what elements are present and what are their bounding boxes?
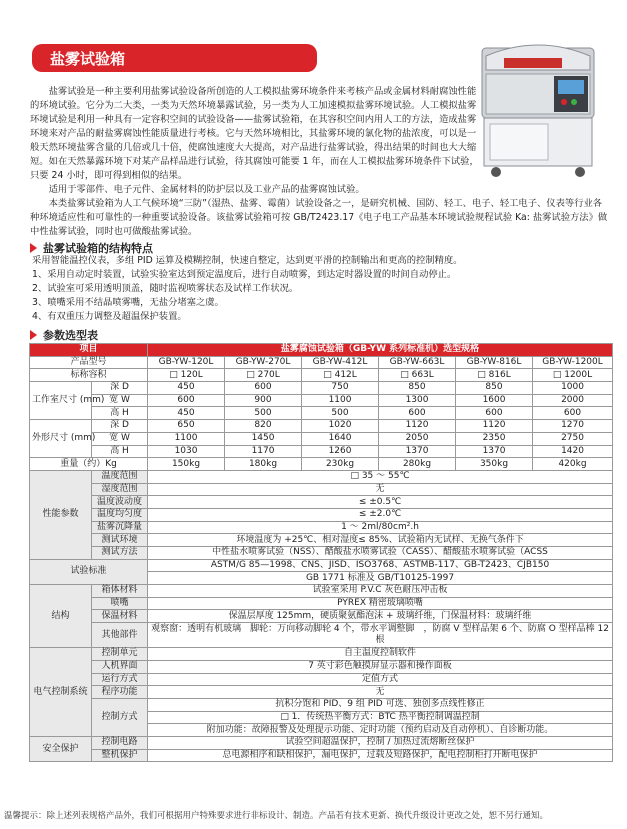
feature-item: 1、采用自动定时装置，试验实验室达到预定温度后，进行自动喷雾，到达定时器设置的时间自动停止。 bbox=[32, 269, 457, 280]
param-value: 无 bbox=[148, 483, 613, 496]
features-list bbox=[32, 254, 612, 324]
param-value: 环境温度为 +25℃、相对湿度≤ 85%、试验箱内无试样、无换气条件下 bbox=[148, 534, 613, 547]
table-row bbox=[30, 394, 613, 407]
page-title-bar bbox=[32, 44, 317, 72]
param-value: □ 35 ～ 55℃ bbox=[148, 470, 613, 483]
param-value: 自主温度控制软件 bbox=[148, 648, 613, 661]
row-label: 外形尺寸 (mm) bbox=[30, 420, 92, 458]
cell: 1030 bbox=[148, 445, 225, 458]
cell: 1640 bbox=[302, 432, 379, 445]
model-cell: GB-YW-663L bbox=[379, 356, 456, 369]
cell: 600 bbox=[456, 407, 533, 420]
cell: 900 bbox=[225, 394, 302, 407]
table-row bbox=[30, 660, 613, 673]
cell: 2050 bbox=[379, 432, 456, 445]
table-row bbox=[30, 432, 613, 445]
header-title: 盐雾腐蚀试验箱（GB-YW 系列标准机）选型规格 bbox=[148, 344, 613, 357]
param-value: PYREX 精密玻璃喷嘴 bbox=[148, 597, 613, 610]
row-label: 结构 bbox=[30, 585, 92, 648]
feature-item: 2、试验室可采用透明顶盖，随时监视喷雾状态及试样工作状况。 bbox=[32, 283, 299, 294]
row-label: 试验标准 bbox=[30, 559, 148, 584]
cell: 1450 bbox=[225, 432, 302, 445]
volume-cell: □ 816L bbox=[456, 369, 533, 382]
cell: 850 bbox=[456, 382, 533, 395]
params-heading bbox=[30, 327, 98, 343]
row-label: 安全保护 bbox=[30, 736, 92, 761]
param-key: 喷嘴 bbox=[92, 597, 148, 610]
param-key: 控制电路 bbox=[92, 736, 148, 749]
dim-label: 深 D bbox=[92, 420, 148, 433]
feature-item: 3、喷嘴采用不结晶喷雾嘴，无盐分堵塞之虞。 bbox=[32, 297, 224, 308]
param-key: 温度范围 bbox=[92, 470, 148, 483]
cell: 2750 bbox=[533, 432, 613, 445]
cell: 600 bbox=[533, 407, 613, 420]
cell: 1020 bbox=[302, 420, 379, 433]
table-row bbox=[30, 736, 613, 749]
cell: 1100 bbox=[302, 394, 379, 407]
cell: 650 bbox=[148, 420, 225, 433]
table-row bbox=[30, 610, 613, 623]
table-row bbox=[30, 698, 613, 711]
table-row bbox=[30, 483, 613, 496]
volume-cell: □ 663L bbox=[379, 369, 456, 382]
triangle-bullet-icon bbox=[30, 243, 37, 253]
intro-text bbox=[30, 85, 610, 239]
params-title: 参数选型表 bbox=[43, 329, 98, 342]
cell: 280kg bbox=[379, 458, 456, 471]
cell: 450 bbox=[148, 407, 225, 420]
param-key: 运行方式 bbox=[92, 673, 148, 686]
table-row bbox=[30, 749, 613, 762]
table-row bbox=[30, 382, 613, 395]
table-row bbox=[30, 420, 613, 433]
intro-paragraph-1: 盐雾试验是一种主要利用盐雾试验设备所创造的人工模拟盐雾环境条件来考核产品或金属材料耐腐蚀性能的环境试验。它分为二大类，一类为天然环境暴露试验，另一类为人工加速模拟盐雾环境试验。人工模拟盐雾环境试验是利用一种具有一定容积空间的试验设备——盐雾试验箱，在其容积空间内用人工的方法，造成盐雾环境来对产品的耐盐雾腐蚀性能质量进行考核。它与天然环境相比，其盐雾环境的氯化物的盐浓度，可以是一般天然环境盐雾含量的几倍或几十倍，使腐蚀速度大大提高，对产品进行盐雾试验，得出结果的时间也大大缩短。如在天然暴露环境下对某产品样品进行试验，待其腐蚀可能要 1 年，而在人工模拟盐雾环境条件下试验，只要 24 小时，即可得到相似的结果。 bbox=[30, 86, 479, 181]
header-item: 项目 bbox=[30, 344, 148, 357]
table-row bbox=[30, 356, 613, 369]
model-cell: GB-YW-412L bbox=[302, 356, 379, 369]
row-label: 标称容积 bbox=[30, 369, 148, 382]
param-value: GB 1771 标准及 GB/T10125-1997 bbox=[148, 572, 613, 585]
cell: 1370 bbox=[379, 445, 456, 458]
cell: 820 bbox=[225, 420, 302, 433]
row-label: 重量（约）Kg bbox=[30, 458, 148, 471]
param-key: 控制单元 bbox=[92, 648, 148, 661]
cell: 230kg bbox=[302, 458, 379, 471]
table-row bbox=[30, 547, 613, 560]
table-row bbox=[30, 521, 613, 534]
page-title: 盐雾试验箱 bbox=[50, 49, 126, 68]
dim-label: 宽 W bbox=[92, 432, 148, 445]
cell: 1120 bbox=[379, 420, 456, 433]
table-row bbox=[30, 369, 613, 382]
cell: 1420 bbox=[533, 445, 613, 458]
param-value: 1 ～ 2ml/80cm².h bbox=[148, 521, 613, 534]
cell: 1370 bbox=[456, 445, 533, 458]
volume-cell: □ 270L bbox=[225, 369, 302, 382]
cell: 2000 bbox=[533, 394, 613, 407]
row-label: 性能参数 bbox=[30, 470, 92, 559]
param-value: 试验室采用 P.V.C 灰色耐压冲击板 bbox=[148, 585, 613, 598]
table-row bbox=[30, 445, 613, 458]
param-key: 测试方法 bbox=[92, 547, 148, 560]
cell: 500 bbox=[225, 407, 302, 420]
param-value: ≤ ±0.5℃ bbox=[148, 496, 613, 509]
cell: 500 bbox=[302, 407, 379, 420]
param-key: 整机保护 bbox=[92, 749, 148, 762]
param-value: 中性盐水喷雾试验（NSS）、醋酸盐水喷雾试验（CASS）、醋酸盐水喷雾试验（ACSS bbox=[148, 547, 613, 560]
cell: 1170 bbox=[225, 445, 302, 458]
cell: 850 bbox=[379, 382, 456, 395]
dim-label: 宽 W bbox=[92, 394, 148, 407]
table-row bbox=[30, 508, 613, 521]
table-row bbox=[30, 623, 613, 648]
param-value: 总电源相序和缺相保护，漏电保护，过载及短路保护，配电控制柜打开断电保护 bbox=[148, 749, 613, 762]
param-value: ASTM/G 85—1998、CNS、JISD、ISO3768、ASTMB-117、GB-T2423、CJB150 bbox=[148, 559, 613, 572]
features-title: 盐雾试验箱的结构特点 bbox=[43, 242, 153, 255]
param-key: 其他部件 bbox=[92, 623, 148, 648]
table-row bbox=[30, 673, 613, 686]
dim-label: 高 H bbox=[92, 445, 148, 458]
volume-cell: □ 1200L bbox=[533, 369, 613, 382]
param-value: 抗积分饱和 PID、9 组 PID 可选、独创多点线性修正 bbox=[148, 698, 613, 711]
cell: 600 bbox=[225, 382, 302, 395]
dim-label: 高 H bbox=[92, 407, 148, 420]
cell: 1300 bbox=[379, 394, 456, 407]
volume-cell: □ 412L bbox=[302, 369, 379, 382]
param-value: ≤ ±2.0℃ bbox=[148, 508, 613, 521]
param-key: 保温材料 bbox=[92, 610, 148, 623]
cell: 2350 bbox=[456, 432, 533, 445]
dim-label: 深 D bbox=[92, 382, 148, 395]
cell: 450 bbox=[148, 382, 225, 395]
param-value: 无 bbox=[148, 686, 613, 699]
cell: 600 bbox=[379, 407, 456, 420]
param-value: 保温层厚度 125mm，硬质聚氨酯泡沫 + 玻璃纤维，门保温材料：玻璃纤维 bbox=[148, 610, 613, 623]
param-value: 附加功能：故障报警及处理提示功能、定时功能（预约启动及自动停机）、自诊断功能。 bbox=[148, 724, 613, 737]
param-key: 盐雾沉降量 bbox=[92, 521, 148, 534]
param-value: 定值方式 bbox=[148, 673, 613, 686]
table-header-row bbox=[30, 344, 613, 357]
cell: 1600 bbox=[456, 394, 533, 407]
param-key: 湿度范围 bbox=[92, 483, 148, 496]
table-row bbox=[30, 458, 613, 471]
param-value: □ 1．传统热平衡方式：BTC 热平衡控制调温控制 bbox=[148, 711, 613, 724]
table-row bbox=[30, 686, 613, 699]
row-label: 电气控制系统 bbox=[30, 648, 92, 737]
volume-cell: □ 120L bbox=[148, 369, 225, 382]
table-row bbox=[30, 407, 613, 420]
cell: 600 bbox=[148, 394, 225, 407]
row-label: 工作室尺寸 (mm) bbox=[30, 382, 92, 420]
model-cell: GB-YW-120L bbox=[148, 356, 225, 369]
footer-note: 温馨提示：除上述列表规格产品外，我们可根据用户特殊要求进行非标设计、制造。产品若有技术更新、换代升级设计更改之处，恕不另行通知。 bbox=[4, 811, 549, 821]
table-row bbox=[30, 648, 613, 661]
param-key: 温度波动度 bbox=[92, 496, 148, 509]
param-key: 温度均匀度 bbox=[92, 508, 148, 521]
table-row bbox=[30, 496, 613, 509]
cell: 1260 bbox=[302, 445, 379, 458]
table-row bbox=[30, 597, 613, 610]
table-row bbox=[30, 534, 613, 547]
feature-item: 采用智能温控仪表，多组 PID 运算及模糊控制，快速自整定，达到更平滑的控制输出和更高的控制精度。 bbox=[32, 255, 463, 266]
param-key: 人机界面 bbox=[92, 660, 148, 673]
intro-paragraph-3: 本类盐雾试验箱为人工气候环境“三防”（湿热、盐雾、霉菌）试验设备之一，是研究机械、国防、轻工、电子、轻工电子、仪表等行业各种环境适应性和可靠性的一种重要试验设备。该盐雾试验箱可按 GB/T2423.17《电子电工产品基本环境试验规程试验 Ka: 盐雾试验方法》做中性盐雾试验，同时也可做酸盐雾试验。 bbox=[30, 198, 608, 237]
param-key: 测试环境 bbox=[92, 534, 148, 547]
param-value: 试验空间超温保护，控制 / 加热过流熔断丝保护 bbox=[148, 736, 613, 749]
cell: 180kg bbox=[225, 458, 302, 471]
intro-paragraph-2: 适用于零部件、电子元件、金属材料的防护层以及工业产品的盐雾腐蚀试验。 bbox=[48, 184, 365, 195]
triangle-bullet-icon bbox=[30, 330, 37, 340]
cell: 150kg bbox=[148, 458, 225, 471]
cell: 1100 bbox=[148, 432, 225, 445]
model-cell: GB-YW-270L bbox=[225, 356, 302, 369]
cell: 350kg bbox=[456, 458, 533, 471]
spec-table bbox=[29, 343, 613, 762]
feature-item: 4、有双重压力调整及超温保护装置。 bbox=[32, 311, 187, 322]
cell: 750 bbox=[302, 382, 379, 395]
table-row bbox=[30, 559, 613, 572]
cell: 420kg bbox=[533, 458, 613, 471]
cell: 1120 bbox=[456, 420, 533, 433]
table-row bbox=[30, 585, 613, 598]
cell: 1270 bbox=[533, 420, 613, 433]
param-key: 控制方式 bbox=[92, 698, 148, 736]
model-cell: GB-YW-816L bbox=[456, 356, 533, 369]
table-row bbox=[30, 470, 613, 483]
param-key: 程序功能 bbox=[92, 686, 148, 699]
row-label: 产品型号 bbox=[30, 356, 148, 369]
cell: 1000 bbox=[533, 382, 613, 395]
param-key: 箱体材料 bbox=[92, 585, 148, 598]
param-value: 观察窗：透明有机玻璃 脚轮：万向移动脚轮 4 个，带水平调整脚 ，防腐 V 型样品架 6 个、防腐 O 型样品棒 12 根 bbox=[148, 623, 613, 648]
model-cell: GB-YW-1200L bbox=[533, 356, 613, 369]
param-value: 7 英寸彩色触摸屏显示器和操作面板 bbox=[148, 660, 613, 673]
